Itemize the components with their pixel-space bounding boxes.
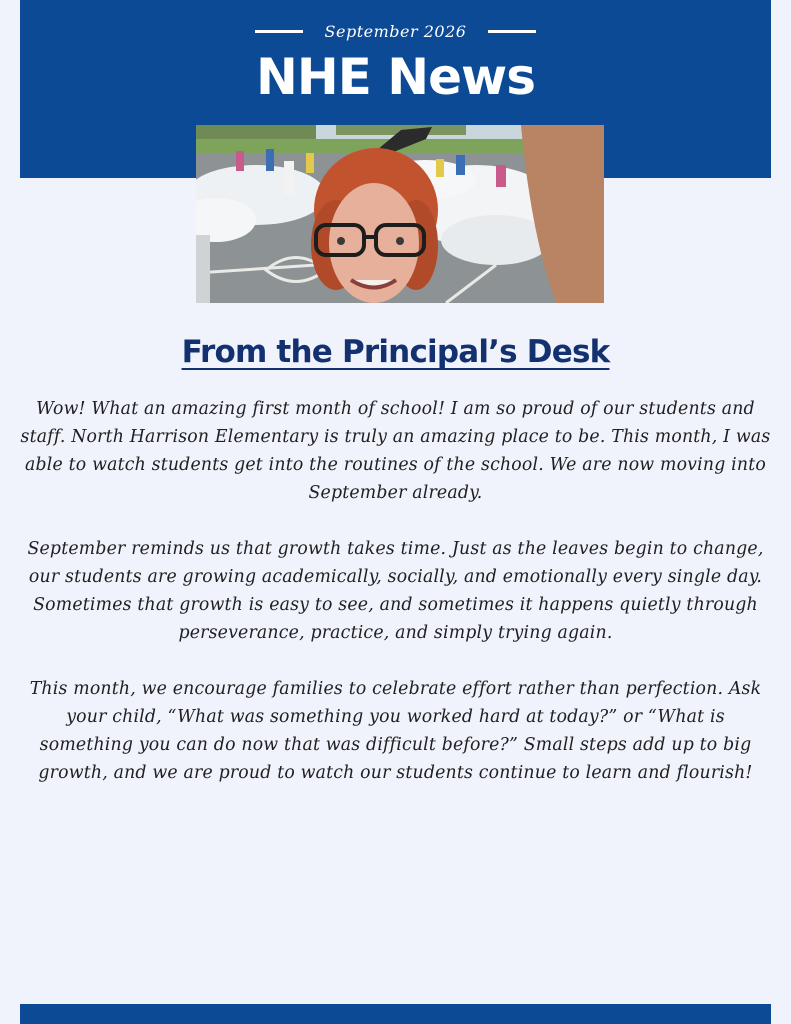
article-paragraph: September reminds us that growth takes time. Just as the leaves begin to change, our students are growing academically, socially, and emotionally every single day. Sometimes that growth is easy to see, and sometimes it happens quietly through perseverance, practice, and simply trying again. [27, 539, 764, 643]
date-divider-right [488, 30, 536, 33]
date-divider-left [255, 30, 303, 33]
article-paragraph: This month, we encourage families to celebrate effort rather than perfection. Ask your child, “What was something you worked hard at today?” or “What is something you can do now that was difficult before?” Small steps add up to big growth, and we are proud to watch our students continue to learn and flourish! [29, 679, 762, 783]
section-heading [20, 330, 771, 374]
issue-date: September 2026 [324, 21, 467, 41]
section-heading-text: From the Principal’s Desk [181, 334, 610, 370]
article-body [20, 395, 771, 815]
newsletter-title: NHE News [256, 48, 535, 106]
principal-selfie-photo [196, 125, 604, 303]
article-paragraph: Wow! What an amazing first month of school! I am so proud of our students and staff. North Harrison Elementary is truly an amazing place to be. This month, I was able to watch students get into the routines of the school. We are now moving into September already. [20, 399, 771, 503]
footer-band [20, 1004, 771, 1024]
